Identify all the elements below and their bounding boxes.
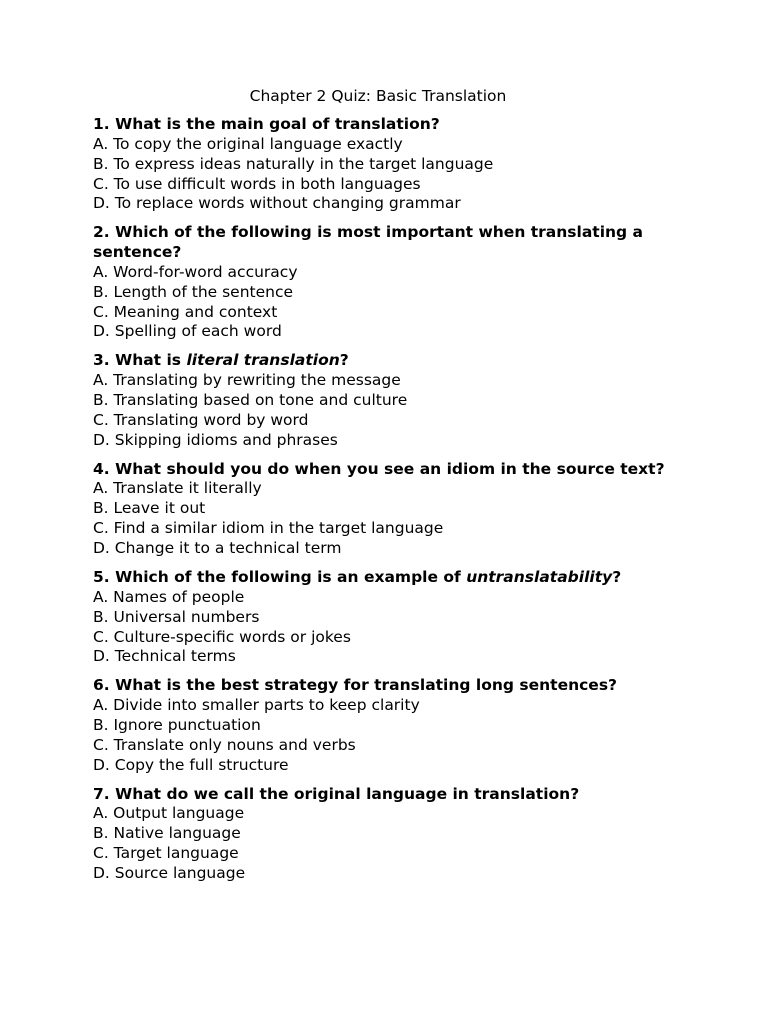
answer-option-b: B. Universal numbers (93, 607, 260, 626)
question-prompt: What is the main goal of translation? (115, 115, 440, 133)
answer-option-d: D. Copy the full structure (93, 755, 289, 774)
question-text (93, 568, 693, 588)
answer-option-c: C. Translating word by word (93, 410, 309, 429)
question-2 (93, 223, 693, 342)
answer-option-c: C. Find a similar idiom in the target language (93, 519, 444, 538)
answer-option-c: C. Culture-specific words or jokes (93, 627, 351, 646)
answer-option-c: C. Translate only nouns and verbs (93, 735, 356, 754)
answer-option-b: B. Leave it out (93, 499, 206, 518)
answer-option-a: A. Divide into smaller parts to keep clarity (93, 696, 420, 715)
answer-option-a: A. To copy the original language exactly (93, 134, 403, 153)
question-prompt: What should you do when you see an idiom in the source text? (115, 459, 665, 478)
question-1 (93, 115, 693, 214)
answer-option-d: D. Technical terms (93, 647, 236, 666)
answer-option-a: A. Translate it literally (93, 479, 262, 498)
question-emphasis: untranslatability (466, 568, 613, 587)
question-number: 6. (93, 676, 110, 695)
question-prompt: What is (115, 351, 187, 370)
question-prompt: What do we call the original language in translation? (115, 784, 580, 803)
question-number: 7. (93, 784, 110, 803)
answer-option-a: A. Names of people (93, 587, 245, 606)
question-text (93, 351, 693, 371)
answer-option-c: C. To use difficult words in both languages (93, 174, 421, 193)
question-text (93, 115, 693, 135)
question-text (93, 676, 693, 696)
answer-option-c: C. Target language (93, 844, 239, 863)
answer-option-d: D. Source language (93, 864, 246, 883)
question-number: 3. (93, 351, 110, 370)
question-text (93, 785, 693, 805)
answer-option-d: D. Change it to a technical term (93, 539, 342, 558)
question-number: 1. (93, 115, 110, 133)
answer-option-a: A. Output language (93, 804, 245, 823)
answer-option-b: B. Length of the sentence (93, 282, 294, 301)
question-number: 5. (93, 568, 110, 587)
answer-option-a: A. Translating by rewriting the message (93, 371, 401, 390)
question-number: 4. (93, 459, 110, 478)
answer-option-b: B. Native language (93, 824, 241, 843)
question-text (93, 460, 693, 480)
quiz-document (93, 86, 693, 893)
question-prompt: What is the best strategy for translating long sentences? (115, 676, 618, 695)
question-text (93, 223, 693, 262)
answer-option-b: B. Ignore punctuation (93, 715, 261, 734)
answer-option-b: B. Translating based on tone and culture (93, 390, 408, 409)
question-7 (93, 785, 693, 884)
answer-option-c: C. Meaning and context (93, 302, 278, 321)
question-5 (93, 568, 693, 667)
question-number: 2. (93, 223, 110, 242)
question-suffix: ? (339, 351, 349, 370)
answer-option-a: A. Word-for-word accuracy (93, 262, 298, 281)
document-title: Chapter 2 Quiz: Basic Translation (249, 87, 507, 105)
question-emphasis: literal translation (186, 351, 340, 370)
question-4 (93, 460, 693, 559)
answer-option-b: B. To express ideas naturally in the target language (93, 154, 494, 173)
question-prompt: Which of the following is an example of (115, 568, 467, 587)
question-prompt: Which of the following is most important when translating a sentence? (93, 223, 644, 262)
answer-option-d: D. Spelling of each word (93, 322, 282, 341)
question-suffix: ? (612, 568, 622, 587)
question-6 (93, 676, 693, 775)
answer-option-d: D. To replace words without changing grammar (93, 194, 461, 213)
question-3 (93, 351, 693, 450)
answer-option-d: D. Skipping idioms and phrases (93, 430, 338, 449)
